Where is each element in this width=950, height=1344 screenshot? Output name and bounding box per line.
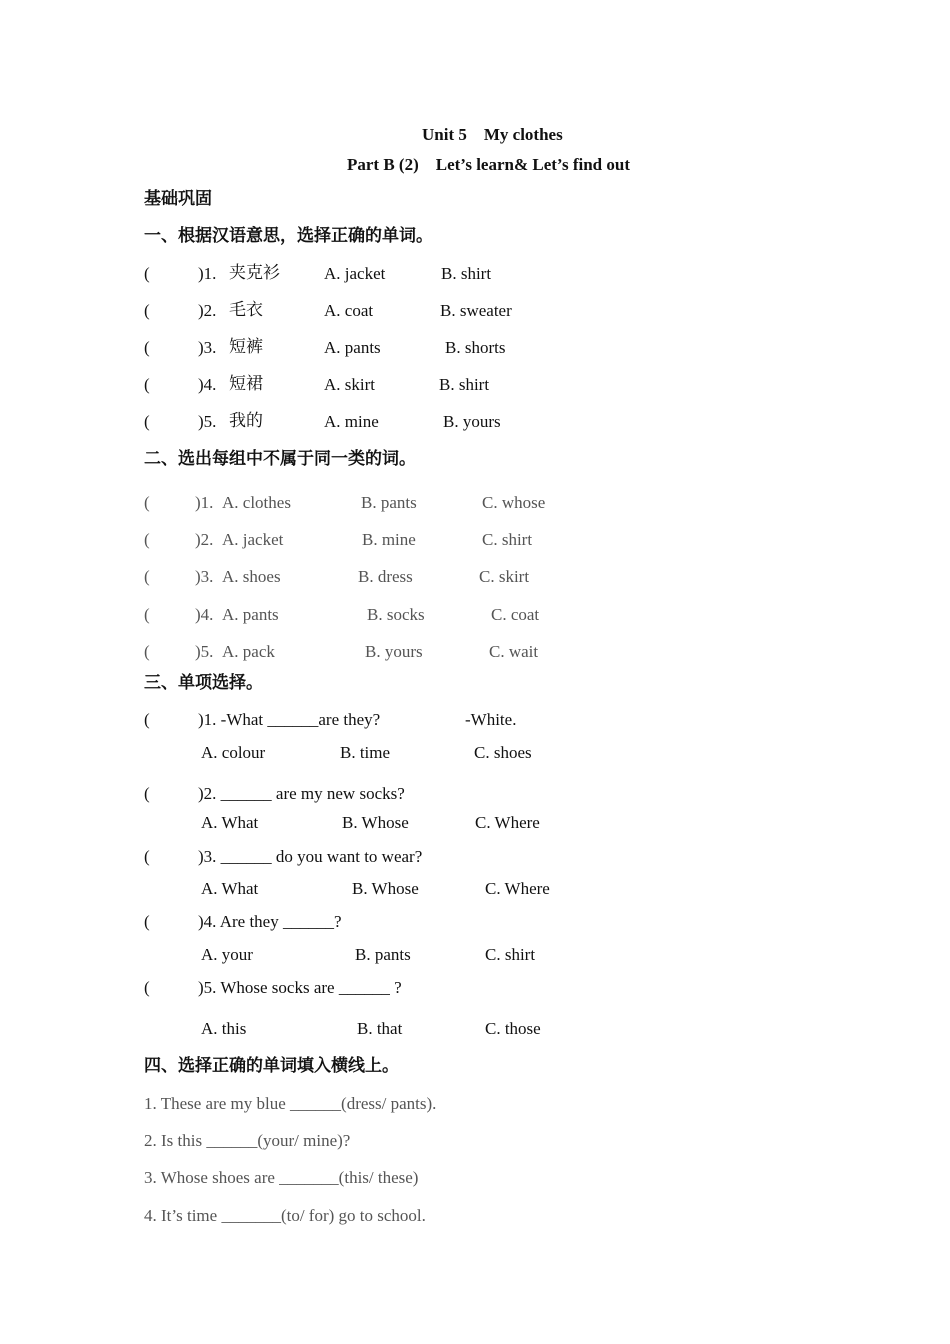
chinese-prompt: 毛衣 — [229, 300, 263, 320]
chinese-prompt: 夹克衫 — [229, 263, 280, 283]
option-a: A. shoes — [222, 567, 281, 586]
answer-bracket[interactable]: ( — [144, 264, 150, 283]
section-heading: 二、选出每组中不属于同一类的词。 — [144, 449, 416, 469]
question-number: )5. — [195, 642, 214, 661]
question-text: )2. ______ are my new socks? — [198, 784, 405, 803]
answer-hint: -White. — [465, 710, 517, 729]
option-a: A. clothes — [222, 493, 291, 512]
option-b: B. sweater — [440, 301, 512, 320]
option-b: B. shirt — [441, 264, 492, 283]
option-a: A. What — [201, 879, 259, 898]
option-c: C. shoes — [474, 743, 532, 762]
question-number: )5. — [198, 412, 217, 431]
answer-bracket[interactable]: ( — [144, 605, 150, 624]
answer-bracket[interactable]: ( — [144, 978, 150, 997]
question-number: )4. — [195, 605, 214, 624]
question-text: )3. ______ do you want to wear? — [198, 847, 423, 866]
answer-bracket[interactable]: ( — [144, 530, 150, 549]
option-a: A. skirt — [324, 375, 375, 394]
option-a: A. this — [201, 1019, 247, 1038]
question-number: )2. — [198, 301, 217, 320]
option-a: A. mine — [324, 412, 379, 431]
option-a: A. pack — [222, 642, 275, 661]
fill-blank-line: 4. It’s time _______(to/ for) go to school. — [144, 1206, 426, 1225]
option-b: B. mine — [362, 530, 416, 549]
option-a: A. pants — [324, 338, 381, 357]
section-heading: 一、根据汉语意思，选择正确的单词。 — [144, 226, 433, 246]
option-a: A. coat — [324, 301, 374, 320]
option-a: A. colour — [201, 743, 266, 762]
section-heading: 三、单项选择。 — [144, 673, 263, 693]
option-b: B. shorts — [445, 338, 506, 357]
option-a: A. jacket — [324, 264, 386, 283]
option-b: B. yours — [443, 412, 501, 431]
option-a: A. your — [201, 945, 253, 964]
question-number: )2. — [195, 530, 214, 549]
fill-blank-line: 2. Is this ______(your/ mine)? — [144, 1131, 351, 1150]
unit-title: Unit 5 My clothes — [422, 125, 563, 144]
answer-bracket[interactable]: ( — [144, 784, 150, 803]
option-c: C. those — [485, 1019, 541, 1038]
option-b: B. yours — [365, 642, 423, 661]
question-number: )1. — [198, 264, 217, 283]
chinese-prompt: 短裤 — [229, 337, 263, 357]
option-c: C. whose — [482, 493, 546, 512]
option-b: B. pants — [355, 945, 411, 964]
option-c: C. Where — [485, 879, 550, 898]
fill-blank-line: 3. Whose shoes are _______(this/ these) — [144, 1168, 419, 1187]
answer-bracket[interactable]: ( — [144, 375, 150, 394]
option-c: C. coat — [491, 605, 540, 624]
question-number: )4. — [198, 375, 217, 394]
option-c: C. wait — [489, 642, 539, 661]
category-label: 基础巩固 — [144, 189, 212, 209]
option-b: B. that — [357, 1019, 403, 1038]
question-text: )5. Whose socks are ______ ? — [198, 978, 402, 997]
option-b: B. dress — [358, 567, 413, 586]
question-number: )3. — [195, 567, 214, 586]
option-b: B. Whose — [342, 813, 409, 832]
chinese-prompt: 短裙 — [229, 374, 263, 394]
answer-bracket[interactable]: ( — [144, 642, 150, 661]
option-c: C. shirt — [482, 530, 533, 549]
fill-blank-line: 1. These are my blue ______(dress/ pants). — [144, 1094, 437, 1113]
answer-bracket[interactable]: ( — [144, 912, 150, 931]
option-b: B. socks — [367, 605, 425, 624]
chinese-prompt: 我的 — [229, 411, 263, 431]
option-a: A. pants — [222, 605, 279, 624]
question-number: )1. — [195, 493, 214, 512]
answer-bracket[interactable]: ( — [144, 493, 150, 512]
option-c: C. skirt — [479, 567, 530, 586]
question-number: )3. — [198, 338, 217, 357]
answer-bracket[interactable]: ( — [144, 301, 150, 320]
answer-bracket[interactable]: ( — [144, 567, 150, 586]
question-text: )1. -What ______are they? — [198, 710, 381, 729]
option-c: C. shirt — [485, 945, 536, 964]
part-subtitle: Part B (2) Let’s learn& Let’s find out — [347, 155, 630, 174]
answer-bracket[interactable]: ( — [144, 412, 150, 431]
answer-bracket[interactable]: ( — [144, 338, 150, 357]
answer-bracket[interactable]: ( — [144, 847, 150, 866]
option-b: B. shirt — [439, 375, 490, 394]
option-b: B. time — [340, 743, 391, 762]
option-a: A. jacket — [222, 530, 284, 549]
section-heading: 四、选择正确的单词填入横线上。 — [144, 1056, 399, 1076]
option-c: C. Where — [475, 813, 540, 832]
option-b: B. pants — [361, 493, 417, 512]
option-a: A. What — [201, 813, 259, 832]
option-b: B. Whose — [352, 879, 419, 898]
answer-bracket[interactable]: ( — [144, 710, 150, 729]
question-text: )4. Are they ______? — [198, 912, 342, 931]
